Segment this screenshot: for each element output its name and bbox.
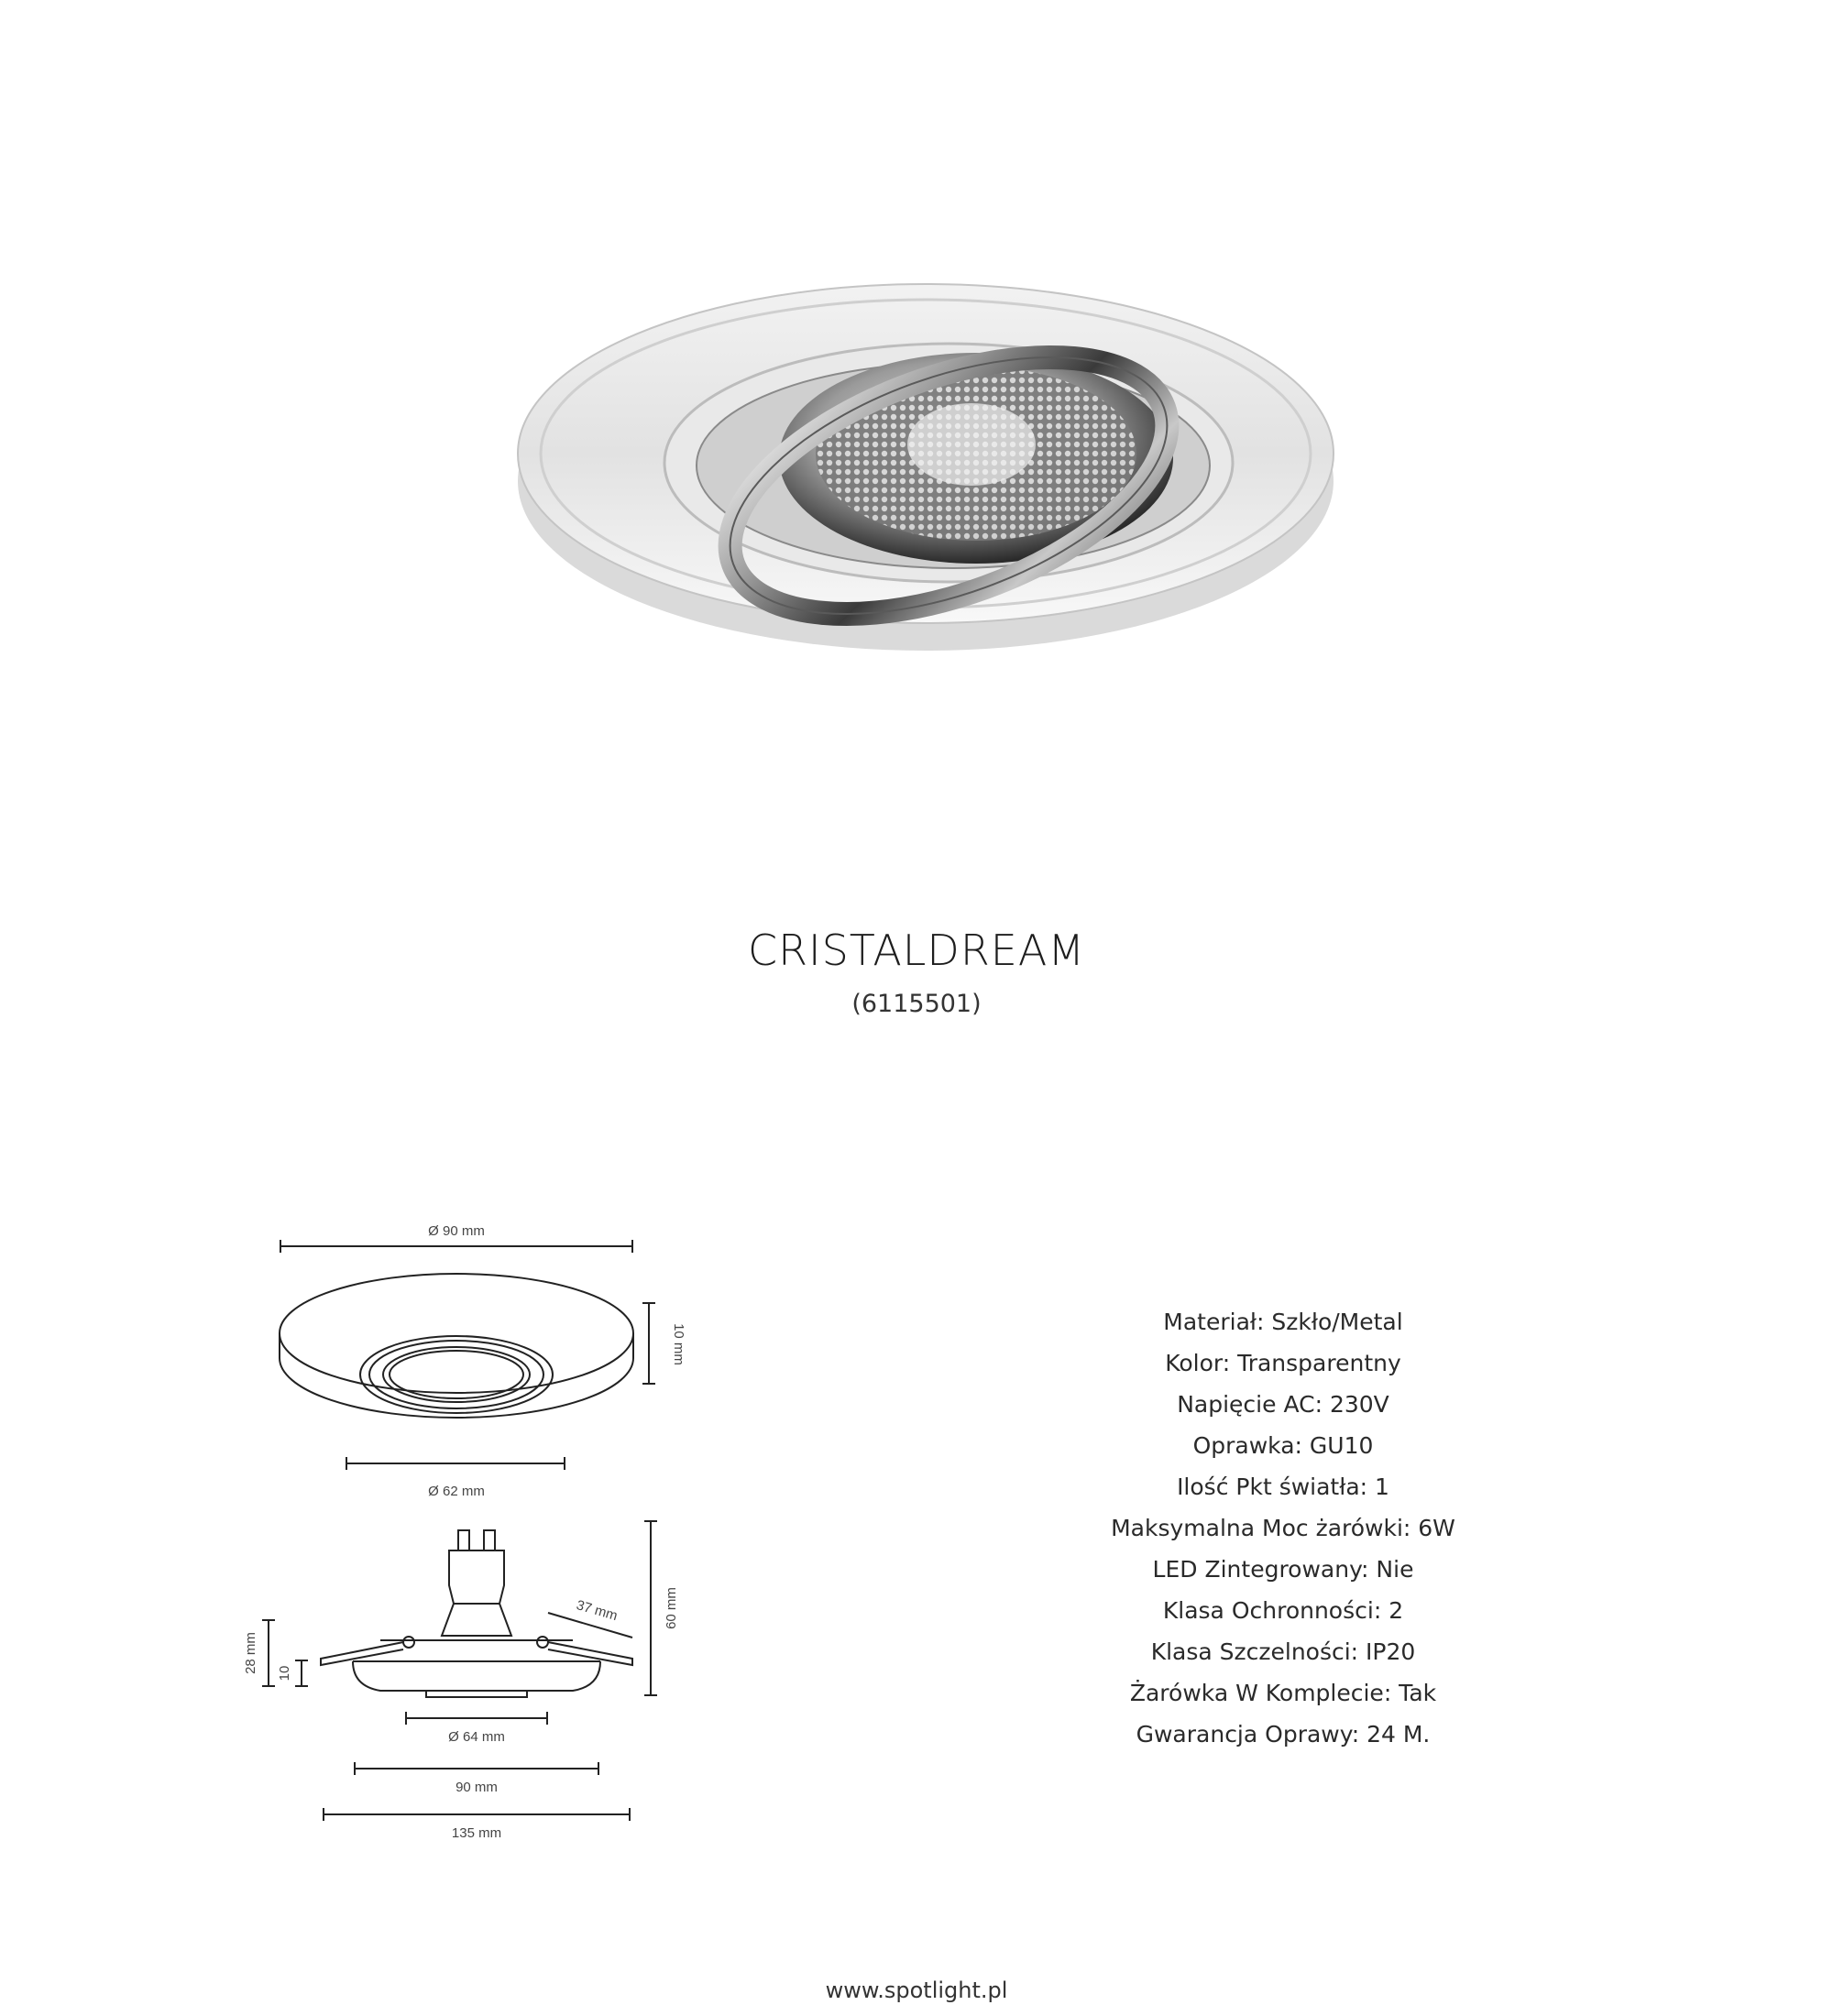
product-photo	[513, 247, 1338, 678]
drawing-top-view	[229, 1200, 742, 1512]
product-code: (6115501)	[851, 990, 982, 1018]
dim-inner-diameter: Ø 62 mm	[428, 1484, 485, 1499]
spec-warranty: Gwarancja Oprawy: 24 M.	[1136, 1721, 1431, 1748]
dim-height-10: 10 mm	[671, 1323, 686, 1365]
spec-voltage: Napięcie AC: 230V	[1177, 1391, 1389, 1418]
spec-light-points: Ilość Pkt światła: 1	[1177, 1474, 1389, 1500]
spec-protection-class: Klasa Ochronności: 2	[1162, 1597, 1404, 1624]
spec-bulb-included: Żarówka W Komplecie: Tak	[1129, 1680, 1437, 1706]
dim-diameter-64: Ø 64 mm	[448, 1729, 505, 1745]
dim-width-90: 90 mm	[456, 1780, 498, 1795]
spec-material: Materiał: Szkło/Metal	[1163, 1309, 1403, 1335]
spec-max-power: Maksymalna Moc żarówki: 6W	[1111, 1515, 1455, 1541]
spec-led-integrated: LED Zintegrowany: Nie	[1152, 1556, 1414, 1583]
website-url: www.spotlight.pl	[825, 1978, 1008, 2003]
product-name: CRISTALDREAM	[747, 926, 1086, 975]
dim-outer-diameter: Ø 90 mm	[428, 1223, 485, 1239]
specifications-list	[1045, 1301, 1521, 1755]
spec-color: Kolor: Transparentny	[1165, 1350, 1401, 1376]
dim-height-60: 60 mm	[664, 1587, 679, 1629]
dim-height-28: 28 mm	[243, 1632, 258, 1674]
dim-spring-37: 37 mm	[574, 1597, 620, 1625]
spec-socket: Oprawka: GU10	[1192, 1432, 1374, 1459]
spec-ip-rating: Klasa Szczelności: IP20	[1150, 1638, 1416, 1665]
drawing-side-view	[229, 1512, 742, 1842]
dim-height-10-side: 10	[277, 1665, 292, 1682]
dim-width-135: 135 mm	[451, 1825, 502, 1841]
